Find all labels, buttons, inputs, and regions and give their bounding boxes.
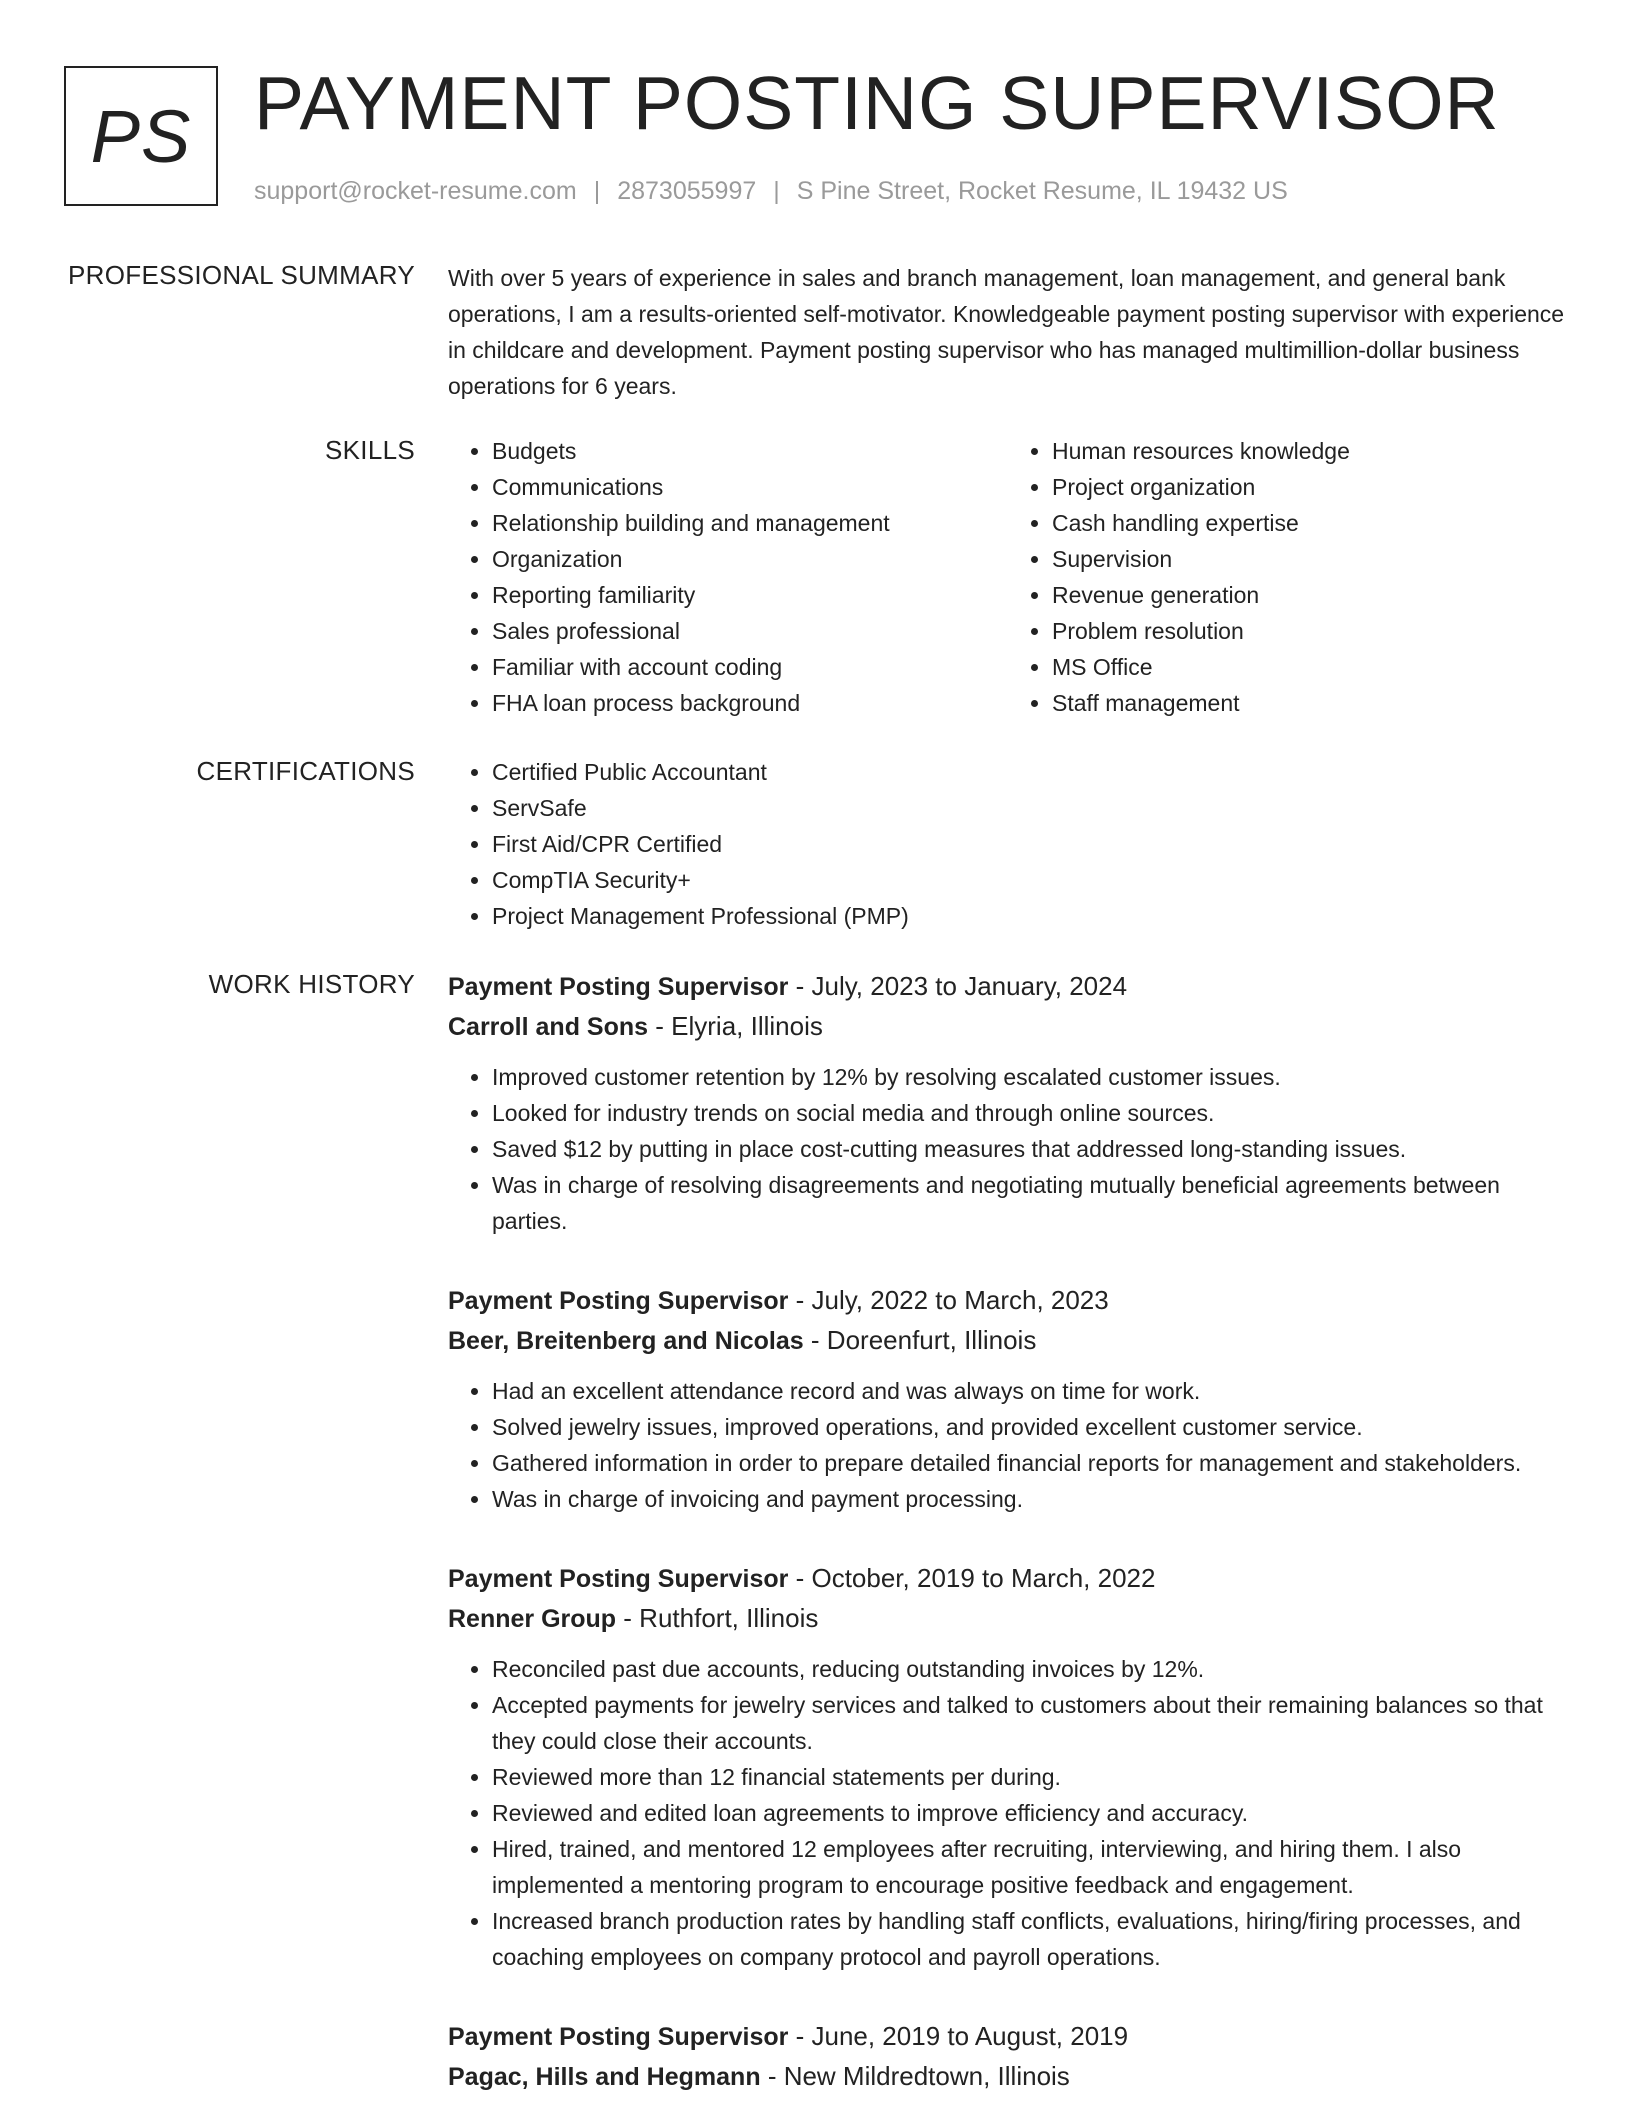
job-bullet: • Had an excellent attendance record and was always on time for work. <box>492 1373 1568 1409</box>
job-role: Payment Posting Supervisor <box>448 2023 789 2051</box>
job-bullet: • Saved $12 by putting in place cost-cutting measures that addressed long-standing issues. <box>492 1131 1568 1167</box>
contact-separator: | <box>773 177 780 205</box>
skill-item: • FHA loan process background <box>492 685 1008 721</box>
job-bullet: • Increased branch production rates by handling staff conflicts, evaluations, hiring/firing processes, and coaching employees on company protocol and payroll operations. <box>492 1903 1568 1975</box>
job-role: Payment Posting Supervisor <box>448 973 789 1001</box>
job-bullet: • Accepted payments for jewelry services and talked to customers about their remaining balances so that they could close their accounts. <box>492 1687 1568 1759</box>
skill-item: • Communications <box>492 469 1008 505</box>
skill-item: • Relationship building and management <box>492 505 1008 541</box>
skill-item: • Organization <box>492 541 1008 577</box>
certifications-list <box>448 754 1568 934</box>
contact-phone[interactable]: 2873055997 <box>617 177 757 205</box>
job-company-line <box>448 2057 1568 2097</box>
section-title-certifications: CERTIFICATIONS <box>196 756 415 786</box>
job-bullet: • Improved customer retention by 12% by resolving escalated customer issues. <box>492 1059 1568 1095</box>
skill-item: • Project organization <box>1052 469 1568 505</box>
job-dates: - July, 2022 to March, 2023 <box>788 1285 1109 1315</box>
skill-item: • Supervision <box>1052 541 1568 577</box>
job-bullets <box>448 1059 1568 1239</box>
job-bullet: • Reconciled past due accounts, reducing outstanding invoices by 12%. <box>492 1651 1568 1687</box>
skill-item: • Sales professional <box>492 613 1008 649</box>
job-company-line <box>448 1599 1568 1639</box>
job-company-line <box>448 1321 1568 1361</box>
contact-address: S Pine Street, Rocket Resume, IL 19432 US <box>796 177 1288 205</box>
skill-item: • Problem resolution <box>1052 613 1568 649</box>
section-title-work-history: WORK HISTORY <box>208 969 415 999</box>
job-location: - Elyria, Illinois <box>648 1011 823 1041</box>
certification-item: • ServSafe <box>492 790 1568 826</box>
job-location: - Ruthfort, Illinois <box>616 1603 819 1633</box>
job-bullet: • Was in charge of resolving disagreements and negotiating mutually beneficial agreements between parties. <box>492 1167 1568 1239</box>
job-bullet: • Was in charge of invoicing and payment processing. <box>492 1481 1568 1517</box>
certification-item: • Certified Public Accountant <box>492 754 1568 790</box>
certifications-body <box>448 754 1568 934</box>
job-company: Renner Group <box>448 1605 617 1633</box>
certification-item: • First Aid/CPR Certified <box>492 826 1568 862</box>
job-bullet: • Reviewed and edited loan agreements to improve efficiency and accuracy. <box>492 1795 1568 1831</box>
contact-line <box>254 174 1288 208</box>
job-bullet: • Solved jewelry issues, improved operations, and provided excellent customer service. <box>492 1409 1568 1445</box>
skills-list-left <box>448 433 1008 721</box>
job-bullet: • Gathered information in order to prepare detailed financial reports for management and stakeholders. <box>492 1445 1568 1481</box>
certification-item: • CompTIA Security+ <box>492 862 1568 898</box>
skill-item: • Staff management <box>1052 685 1568 721</box>
job-location: - New Mildredtown, Illinois <box>760 2061 1070 2091</box>
job-entry <box>448 2017 1568 2097</box>
job-role: Payment Posting Supervisor <box>448 1565 789 1593</box>
job-bullet: • Hired, trained, and mentored 12 employees after recruiting, interviewing, and hiring them. I also implemented a mentoring program to encourage positive feedback and engagement. <box>492 1831 1568 1903</box>
monogram-logo: PS <box>64 66 218 206</box>
section-title-summary: PROFESSIONAL SUMMARY <box>68 260 415 290</box>
job-dates: - July, 2023 to January, 2024 <box>788 971 1128 1001</box>
job-role: Payment Posting Supervisor <box>448 1287 789 1315</box>
contact-separator: | <box>593 177 601 205</box>
contact-email[interactable]: support@rocket-resume.com <box>254 177 577 205</box>
job-bullet: • Looked for industry trends on social media and through online sources. <box>492 1095 1568 1131</box>
summary-text: With over 5 years of experience in sales and branch management, loan management, and general bank operations, I am a results-oriented self-motivator. Knowledgeable payment posting supervisor with experience in childcare and development. Payment posting supervisor who has managed multimillion-dollar business operations for 6 years. <box>448 265 1565 399</box>
work-history-body <box>448 967 1568 2097</box>
job-company: Pagac, Hills and Hegmann <box>448 2063 761 2091</box>
job-dates: - June, 2019 to August, 2019 <box>788 2021 1129 2051</box>
skill-item: • Revenue generation <box>1052 577 1568 613</box>
job-company-line <box>448 1007 1568 1047</box>
job-company: Beer, Breitenberg and Nicolas <box>448 1327 804 1355</box>
skill-item: • Reporting familiarity <box>492 577 1008 613</box>
job-entry <box>448 1559 1568 1975</box>
job-role-line <box>448 967 1568 1007</box>
job-entry <box>448 1281 1568 1517</box>
job-company: Carroll and Sons <box>448 1013 649 1041</box>
skill-item: • MS Office <box>1052 649 1568 685</box>
job-dates: - October, 2019 to March, 2022 <box>788 1563 1156 1593</box>
job-bullets <box>448 1373 1568 1517</box>
skills-columns <box>448 433 1568 721</box>
job-bullets <box>448 1651 1568 1975</box>
skill-item: • Familiar with account coding <box>492 649 1008 685</box>
job-role-line <box>448 1281 1568 1321</box>
job-entry <box>448 967 1568 1239</box>
skill-item: • Human resources knowledge <box>1052 433 1568 469</box>
job-role-line <box>448 2017 1568 2057</box>
resume-name-title: PAYMENT POSTING SUPERVISOR <box>254 61 1500 145</box>
certification-item: • Project Management Professional (PMP) <box>492 898 1568 934</box>
skill-item: • Budgets <box>492 433 1008 469</box>
job-bullet: • Reviewed more than 12 financial statements per during. <box>492 1759 1568 1795</box>
skills-list-right <box>1008 433 1568 721</box>
job-role-line <box>448 1559 1568 1599</box>
skill-item: • Cash handling expertise <box>1052 505 1568 541</box>
job-location: - Doreenfurt, Illinois <box>803 1325 1037 1355</box>
section-title-skills: SKILLS <box>325 435 415 465</box>
